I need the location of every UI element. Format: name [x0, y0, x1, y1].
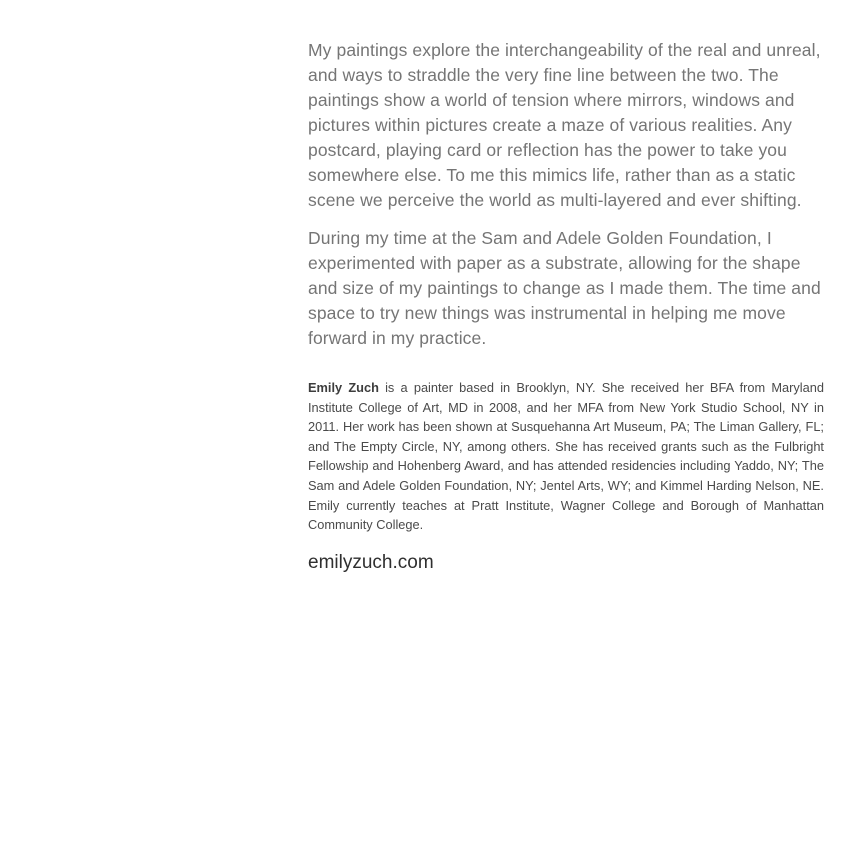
artist-statement — [308, 38, 824, 351]
text-column — [308, 38, 824, 575]
artist-statement-paragraph-2: During my time at the Sam and Adele Golden Foundation, I experimented with paper as a substrate, allowing for the shape and size of my paintings to change as I made them. The time and space to try new things was instrumental in helping me move forward in my practice. — [308, 228, 821, 348]
artist-name: Emily Zuch — [308, 380, 379, 395]
artist-bio-text: is a painter based in Brooklyn, NY. She received her BFA from Maryland Institute College of Art, MD in 2008, and her MFA from New York Studio School, NY in 2011. Her work has been shown at Susquehanna Art Museum, PA; The Liman Gallery, FL; and The Empty Circle, NY, among others. She has received grants such as the Fulbright Fellowship and Hohenberg Award, and has attended residencies including Yaddo, NY; The Sam and Adele Golden Foundation, NY; Jentel Arts, WY; and Kimmel Harding Nelson, NE. Emily currently teaches at Pratt Institute, Wagner College and Borough of Manhattan Community College. — [308, 380, 824, 533]
artist-statement-paragraph-1: My paintings explore the interchangeability of the real and unreal, and ways to straddle the very fine line between the two. The paintings show a world of tension where mirrors, windows and pictures within pictures create a maze of various realities. Any postcard, playing card or reflection has the power to take you somewhere else. To me this mimics life, rather than as a static scene we perceive the world as multi-layered and ever shifting. — [308, 40, 821, 210]
artist-bio — [308, 378, 824, 535]
website-link[interactable]: emilyzuch.com — [308, 551, 434, 573]
